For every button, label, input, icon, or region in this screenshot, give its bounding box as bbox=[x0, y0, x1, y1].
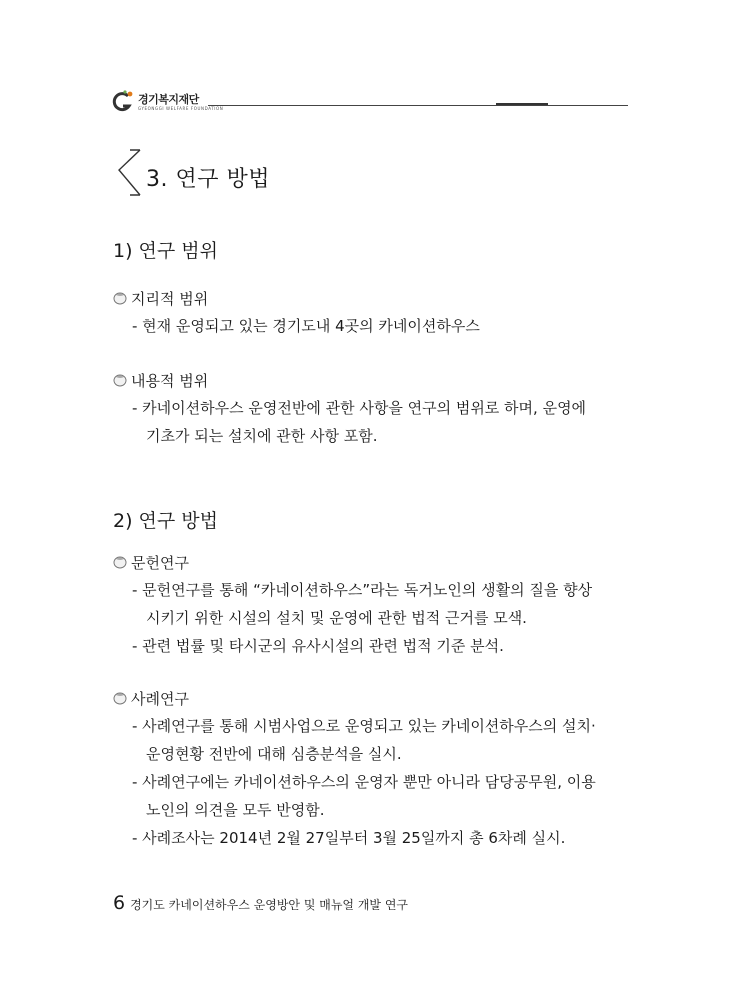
bullet-content-scope bbox=[113, 370, 208, 391]
bullet-disc-icon bbox=[113, 291, 127, 305]
text-line: - 현재 운영되고 있는 경기도내 4곳의 카네이션하우스 bbox=[132, 317, 480, 335]
bullet-label: 사례연구 bbox=[131, 690, 189, 708]
header-rule bbox=[208, 105, 628, 106]
chapter-title: 3. 연구 방법 bbox=[146, 167, 270, 192]
bullet-disc-icon bbox=[113, 555, 127, 569]
bullet-case-study bbox=[113, 688, 189, 709]
bullet-label: 문헌연구 bbox=[131, 554, 189, 572]
bullet-geographic-scope bbox=[113, 288, 208, 309]
page-header bbox=[112, 88, 628, 118]
text-line: - 사례연구에는 카네이션하우스의 운영자 뿐만 아니라 담당공무원, 이용 bbox=[132, 773, 596, 791]
bullet-label: 내용적 범위 bbox=[131, 372, 209, 390]
text-line: - 카네이션하우스 운영전반에 관한 사항을 연구의 범위로 하며, 운영에 bbox=[132, 399, 587, 417]
footer-title: 경기도 카네이션하우스 운영방안 및 매뉴얼 개발 연구 bbox=[130, 898, 409, 912]
text-line: - 관련 법률 및 타시군의 유사시설의 관련 법적 기준 분석. bbox=[132, 637, 504, 655]
header-rule-accent bbox=[496, 103, 548, 105]
text-line: - 사례조사는 2014년 2월 27일부터 3월 25일까지 총 6차례 실시. bbox=[132, 829, 566, 847]
bullet-disc-icon bbox=[113, 691, 127, 705]
bullet-label: 지리적 범위 bbox=[131, 290, 209, 308]
text-line: 운영현황 전반에 대해 심층분석을 실시. bbox=[146, 745, 402, 763]
chapter-bracket-icon bbox=[116, 148, 144, 198]
org-subtitle: GYEONGGI WELFARE FOUNDATION bbox=[138, 106, 224, 111]
section-title-method: 2) 연구 방법 bbox=[113, 510, 218, 532]
page-number: 6 bbox=[113, 892, 126, 914]
bullet-disc-icon bbox=[113, 373, 127, 387]
text-line: - 사례연구를 통해 시범사업으로 운영되고 있는 카네이션하우스의 설치· bbox=[132, 717, 596, 735]
foundation-logo-icon bbox=[112, 90, 134, 114]
section-title-scope: 1) 연구 범위 bbox=[113, 240, 218, 262]
bullet-literature-review bbox=[113, 552, 189, 573]
text-line: 시키기 위한 시설의 설치 및 운영에 관한 법적 근거를 모색. bbox=[146, 609, 527, 627]
page-footer bbox=[113, 892, 408, 914]
text-line: 노인의 의견을 모두 반영함. bbox=[146, 801, 325, 819]
text-line: - 문헌연구를 통해 “카네이션하우스”라는 독거노인의 생활의 질을 향상 bbox=[132, 581, 593, 599]
org-name: 경기복지재단 bbox=[138, 93, 199, 106]
text-line: 기초가 되는 설치에 관한 사항 포함. bbox=[146, 427, 378, 445]
